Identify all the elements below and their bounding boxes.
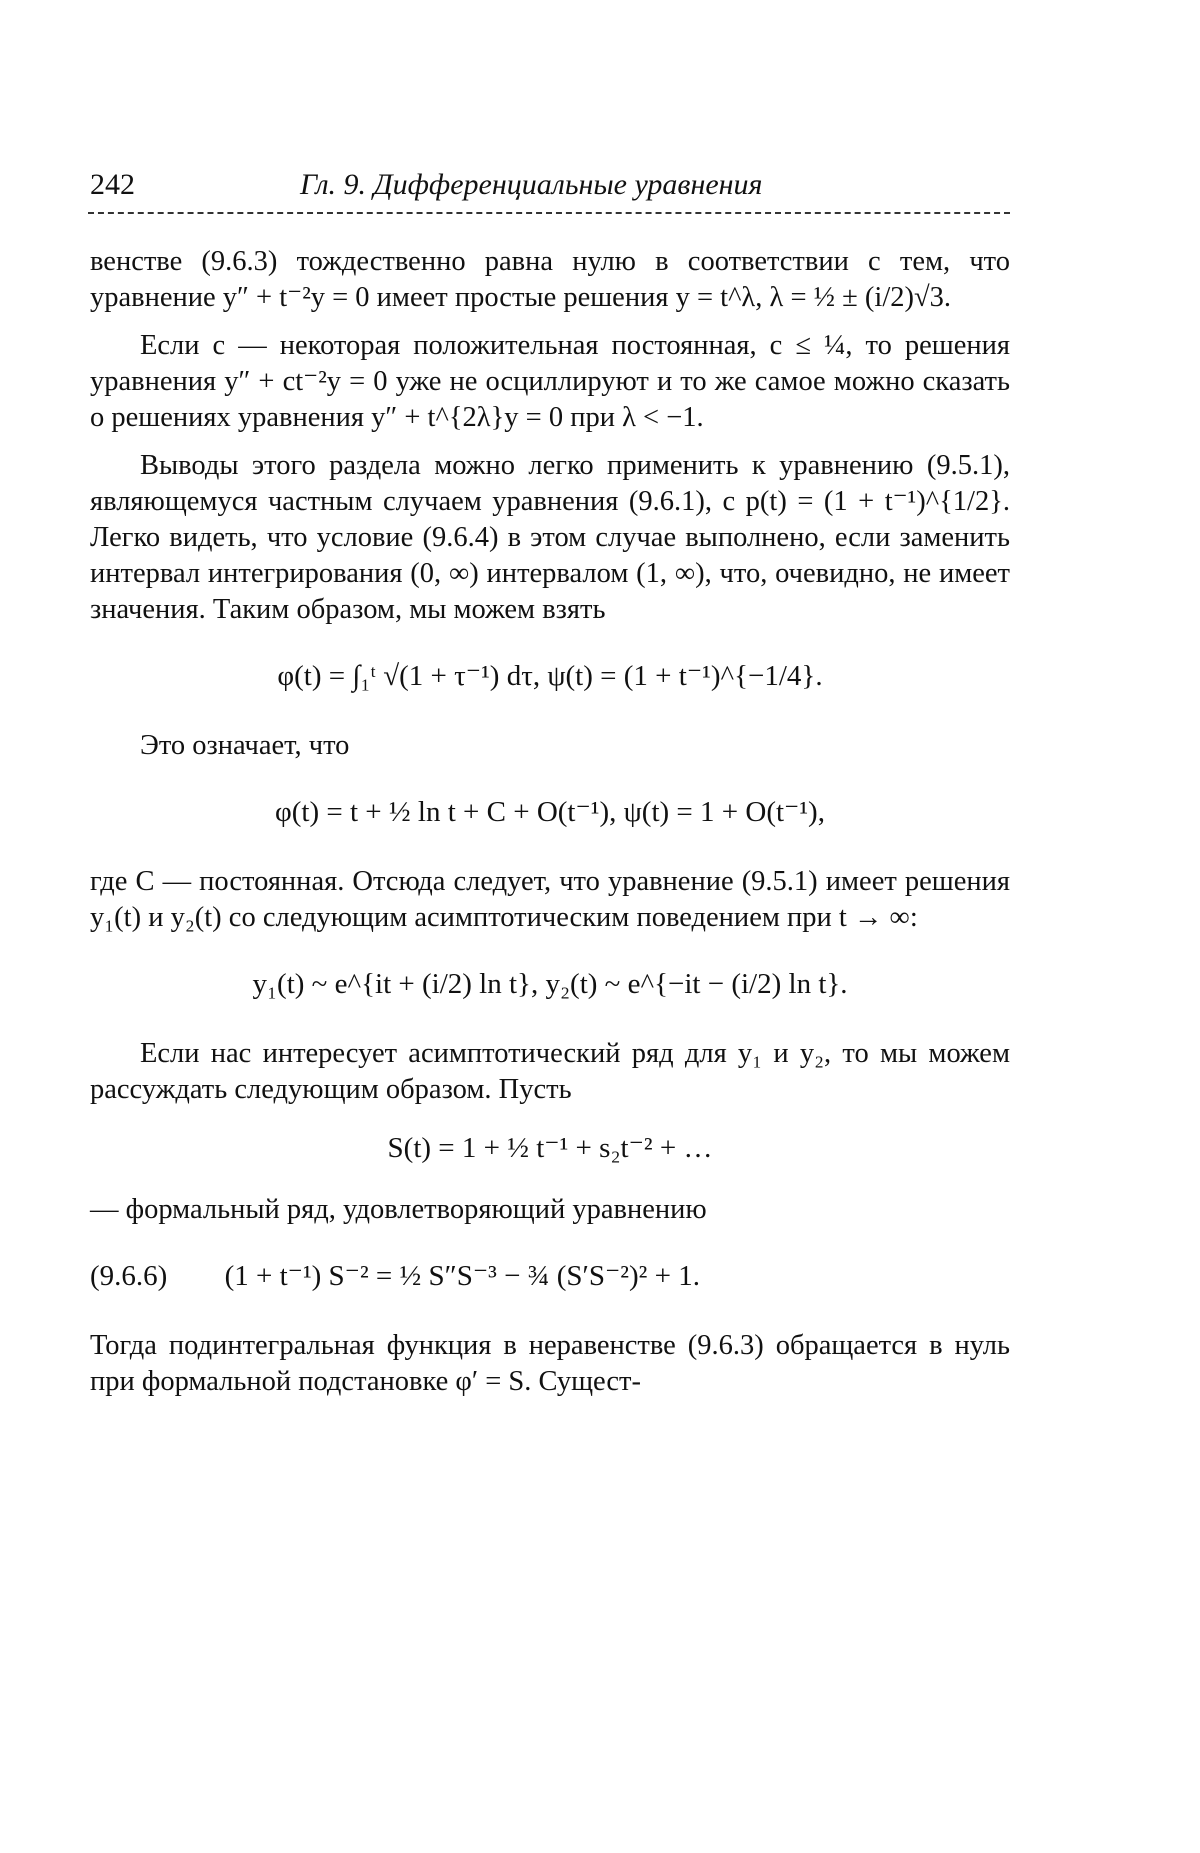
header-divider bbox=[88, 212, 1010, 214]
equation-9-6-6 bbox=[90, 1258, 1010, 1294]
page-header bbox=[90, 168, 1010, 208]
formula-y1-y2-asymptotic: y₁(t) ~ e^{it + (i/2) ln t}, y₂(t) ~ e^{−it − (i/2) ln t}. bbox=[252, 968, 848, 1000]
paragraph-continuation: венстве (9.6.3) тождественно равна нулю в соответствии с тем, что уравнение y″ + t⁻²y = 0 имеет простые решения y = t^λ, λ = ½ ± (i/2)√3. bbox=[90, 246, 1010, 313]
formula-phi-psi-integral: φ(t) = ∫₁ᵗ √(1 + τ⁻¹) dτ, ψ(t) = (1 + t⁻¹)^{−1/4}. bbox=[277, 660, 823, 692]
formula-phi-psi-asymptotic: φ(t) = t + ½ ln t + C + O(t⁻¹), ψ(t) = 1 + O(t⁻¹), bbox=[275, 796, 825, 828]
running-title: Гл. 9. Дифференциальные уравнения bbox=[300, 168, 763, 201]
page-body bbox=[90, 244, 1010, 1400]
paragraph-where-c-constant: где C — постоянная. Отсюда следует, что уравнение (9.5.1) имеет решения y₁(t) и y₂(t) со следующим асимптотическим поведением при t → ∞: bbox=[90, 866, 1010, 933]
paragraph-asymptotic-series: Если нас интересует асимптотический ряд для y₁ и y₂, то мы можем рассуждать следующим образом. Пусть bbox=[90, 1038, 1010, 1105]
paragraph-integrand: Тогда подинтегральная функция в неравенстве (9.6.3) обращается в нуль при формальной подстановке φ′ = S. Сущест- bbox=[90, 1330, 1010, 1397]
paragraph-formal-series: — формальный ряд, удовлетворяющий уравнению bbox=[90, 1194, 707, 1225]
paragraph-positive-constant: Если c — некоторая положительная постоянная, c ≤ ¼, то решения уравнения y″ + ct⁻²y = 0 уже не осциллируют и то же самое можно сказать о решениях уравнения y″ + t^{2λ}y = 0 при λ < −1. bbox=[90, 330, 1010, 433]
formula-s-series: S(t) = 1 + ½ t⁻¹ + s₂t⁻² + … bbox=[387, 1132, 713, 1164]
paragraph-this-means: Это означает, что bbox=[140, 730, 350, 761]
equation-body: (1 + t⁻¹) S⁻² = ½ S″S⁻³ − ¾ (S′S⁻²)² + 1. bbox=[224, 1260, 700, 1292]
equation-number: (9.6.6) bbox=[90, 1260, 168, 1292]
page-number: 242 bbox=[90, 168, 135, 201]
paragraph-conclusions: Выводы этого раздела можно легко применить к уравнению (9.5.1), являющемуся частным случаем уравнения (9.6.1), с p(t) = (1 + t⁻¹)^{1/2}. Легко видеть, что условие (9.6.4) в этом случае выполнено, если заменить интервал интегрирования (0, ∞) интервалом (1, ∞), что, очевидно, не имеет значения. Таким образом, мы можем взять bbox=[90, 450, 1010, 625]
